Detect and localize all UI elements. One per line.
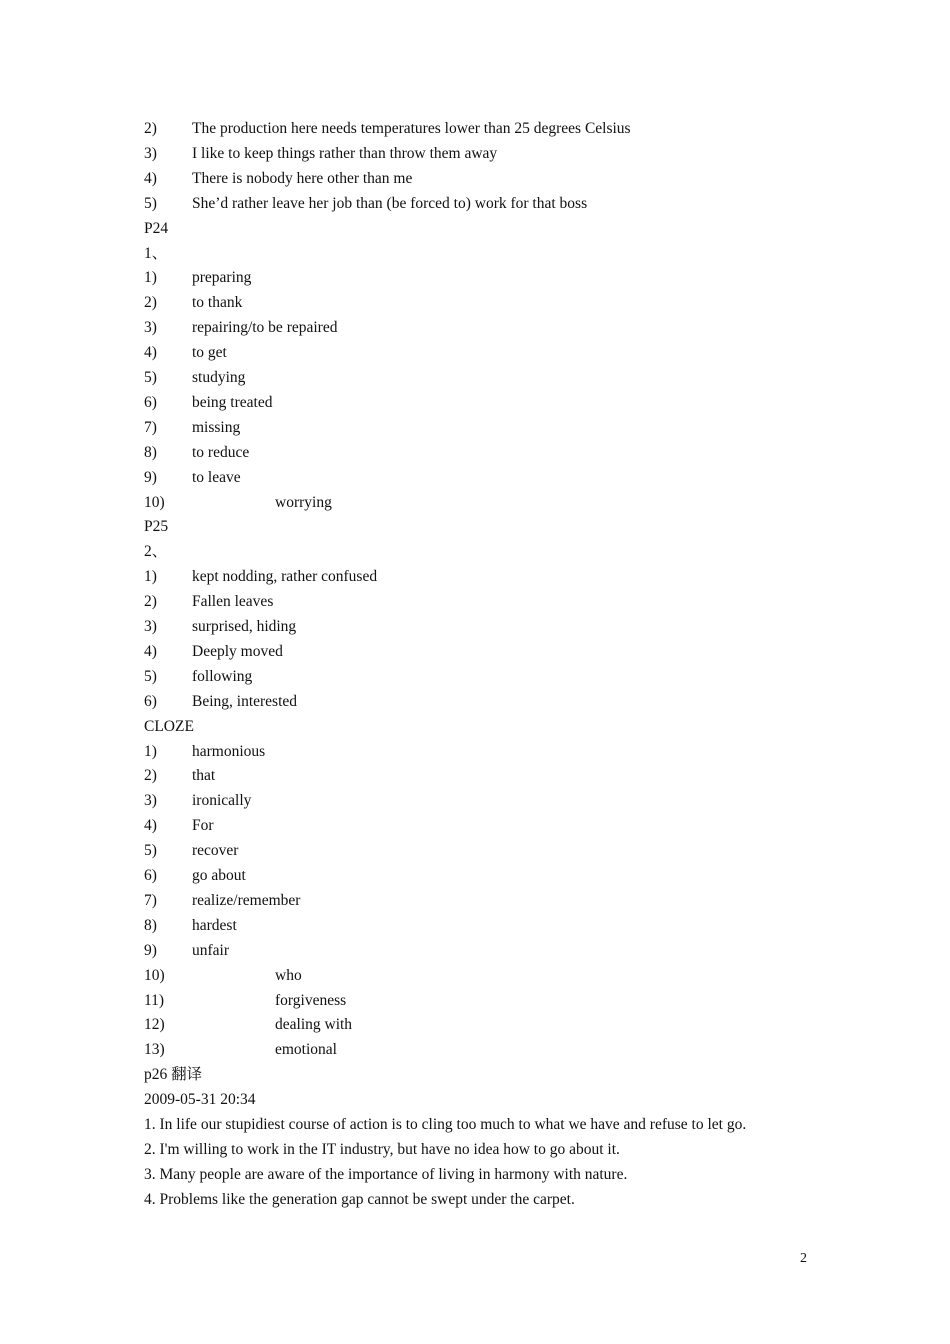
item-answer: There is nobody here other than me [192,169,413,187]
section-heading: P24 [144,219,169,237]
answer-item [144,443,249,463]
item-answer: who [275,966,302,984]
answer-item [144,592,273,612]
answer-item [144,567,377,587]
translation-sentence: 4. Problems like the generation gap cannot be swept under the carpet. [144,1190,575,1208]
item-answer: hardest [192,916,237,934]
answer-item [144,791,251,811]
answer-item [144,144,497,164]
page-number: 2 [800,1251,807,1266]
item-answer: Being, interested [192,692,298,710]
item-number: 3) [144,618,157,635]
item-number: 1) [144,742,157,760]
item-answer: recover [192,842,239,860]
item-number: 2) [144,593,157,611]
answer-item [144,268,251,288]
item-number: 3) [144,792,157,810]
item-number: 5) [144,194,157,212]
answer-item [144,866,246,886]
item-number: 6) [144,393,157,411]
item-answer: studying [192,369,246,386]
answer-item [144,368,245,388]
item-answer: For [192,817,214,835]
item-number: 9) [144,468,157,486]
section-heading: CLOZE [144,717,194,735]
answer-item [144,617,296,637]
answer-item [144,1015,352,1035]
item-number: 6) [144,867,157,884]
item-number: 4) [144,344,157,362]
item-number: 4) [144,169,157,187]
item-answer: following [192,667,253,685]
item-answer: unfair [192,941,230,959]
item-answer: preparing [192,269,252,287]
item-answer: to reduce [192,443,250,461]
item-number: 11) [144,991,165,1009]
item-number: 7) [144,891,157,909]
translation-heading: p26 翻译 [144,1066,203,1084]
answer-item [144,642,283,662]
item-number: 2) [144,120,157,137]
answer-item [144,1040,337,1060]
section-heading: P25 [144,518,169,536]
item-number: 5) [144,369,157,386]
item-answer: that [192,767,216,785]
answer-item [144,418,240,438]
answer-item [144,169,412,189]
section-subheading: 2、 [144,543,168,561]
item-answer: being treated [192,393,273,411]
item-answer: dealing with [275,1016,353,1034]
answer-item [144,194,587,214]
answer-item [144,941,229,961]
item-number: 10) [144,966,165,984]
item-number: 10) [144,493,165,511]
item-number: 13) [144,1041,165,1059]
answer-item [144,966,302,986]
answer-item [144,841,238,861]
translation-sentence: 3. Many people are aware of the importance of living in harmony with nature. [144,1165,628,1183]
answer-item [144,493,332,513]
answer-item [144,991,346,1011]
item-answer: kept nodding, rather confused [192,568,378,586]
answer-item [144,293,242,313]
answer-item [144,916,237,936]
item-number: 5) [144,842,157,860]
item-answer: surprised, hiding [192,618,297,635]
answer-item [144,393,272,413]
answer-item [144,468,241,488]
item-answer: worrying [275,493,332,511]
item-answer: I like to keep things rather than throw them away [192,144,498,162]
answer-item [144,891,300,911]
answer-item [144,692,297,712]
item-answer: missing [192,418,241,436]
item-answer: to leave [192,468,241,486]
item-answer: emotional [275,1041,337,1059]
item-answer: Fallen leaves [192,593,274,611]
item-answer: forgiveness [275,991,347,1009]
item-number: 2) [144,294,157,312]
item-answer: harmonious [192,742,266,760]
answer-item [144,318,337,338]
item-answer: The production here needs temperatures lower than 25 degrees Celsius [192,120,631,137]
item-number: 2) [144,767,157,785]
item-answer: ironically [192,792,252,810]
item-number: 1) [144,269,157,287]
item-answer: repairing/to be repaired [192,319,338,337]
item-answer: She’d rather leave her job than (be forced to) work for that boss [192,194,588,212]
answer-item [144,343,227,363]
answer-item [144,742,265,762]
answer-item [144,766,215,786]
item-number: 6) [144,692,157,710]
item-number: 4) [144,817,157,835]
translation-sentence: 1. In life our stupidiest course of action is to cling too much to what we have and refuse to let go. [144,1116,747,1133]
item-number: 5) [144,667,157,685]
item-answer: to thank [192,294,243,312]
item-number: 3) [144,319,157,337]
timestamp: 2009-05-31 20:34 [144,1091,256,1109]
item-number: 3) [144,144,157,162]
item-number: 7) [144,418,157,436]
item-number: 1) [144,568,157,586]
item-number: 12) [144,1016,165,1034]
answer-item [144,667,252,687]
item-answer: to get [192,344,227,362]
item-answer: go about [192,867,246,884]
item-answer: Deeply moved [192,642,283,660]
answer-item [144,119,631,139]
item-number: 8) [144,916,157,934]
translation-sentence: 2. I'm willing to work in the IT industry, but have no idea how to go about it. [144,1140,620,1158]
item-number: 8) [144,443,157,461]
item-number: 4) [144,642,157,660]
item-answer: realize/remember [192,891,301,909]
answer-item [144,816,214,836]
item-number: 9) [144,941,157,959]
section-subheading: 1、 [144,244,168,262]
